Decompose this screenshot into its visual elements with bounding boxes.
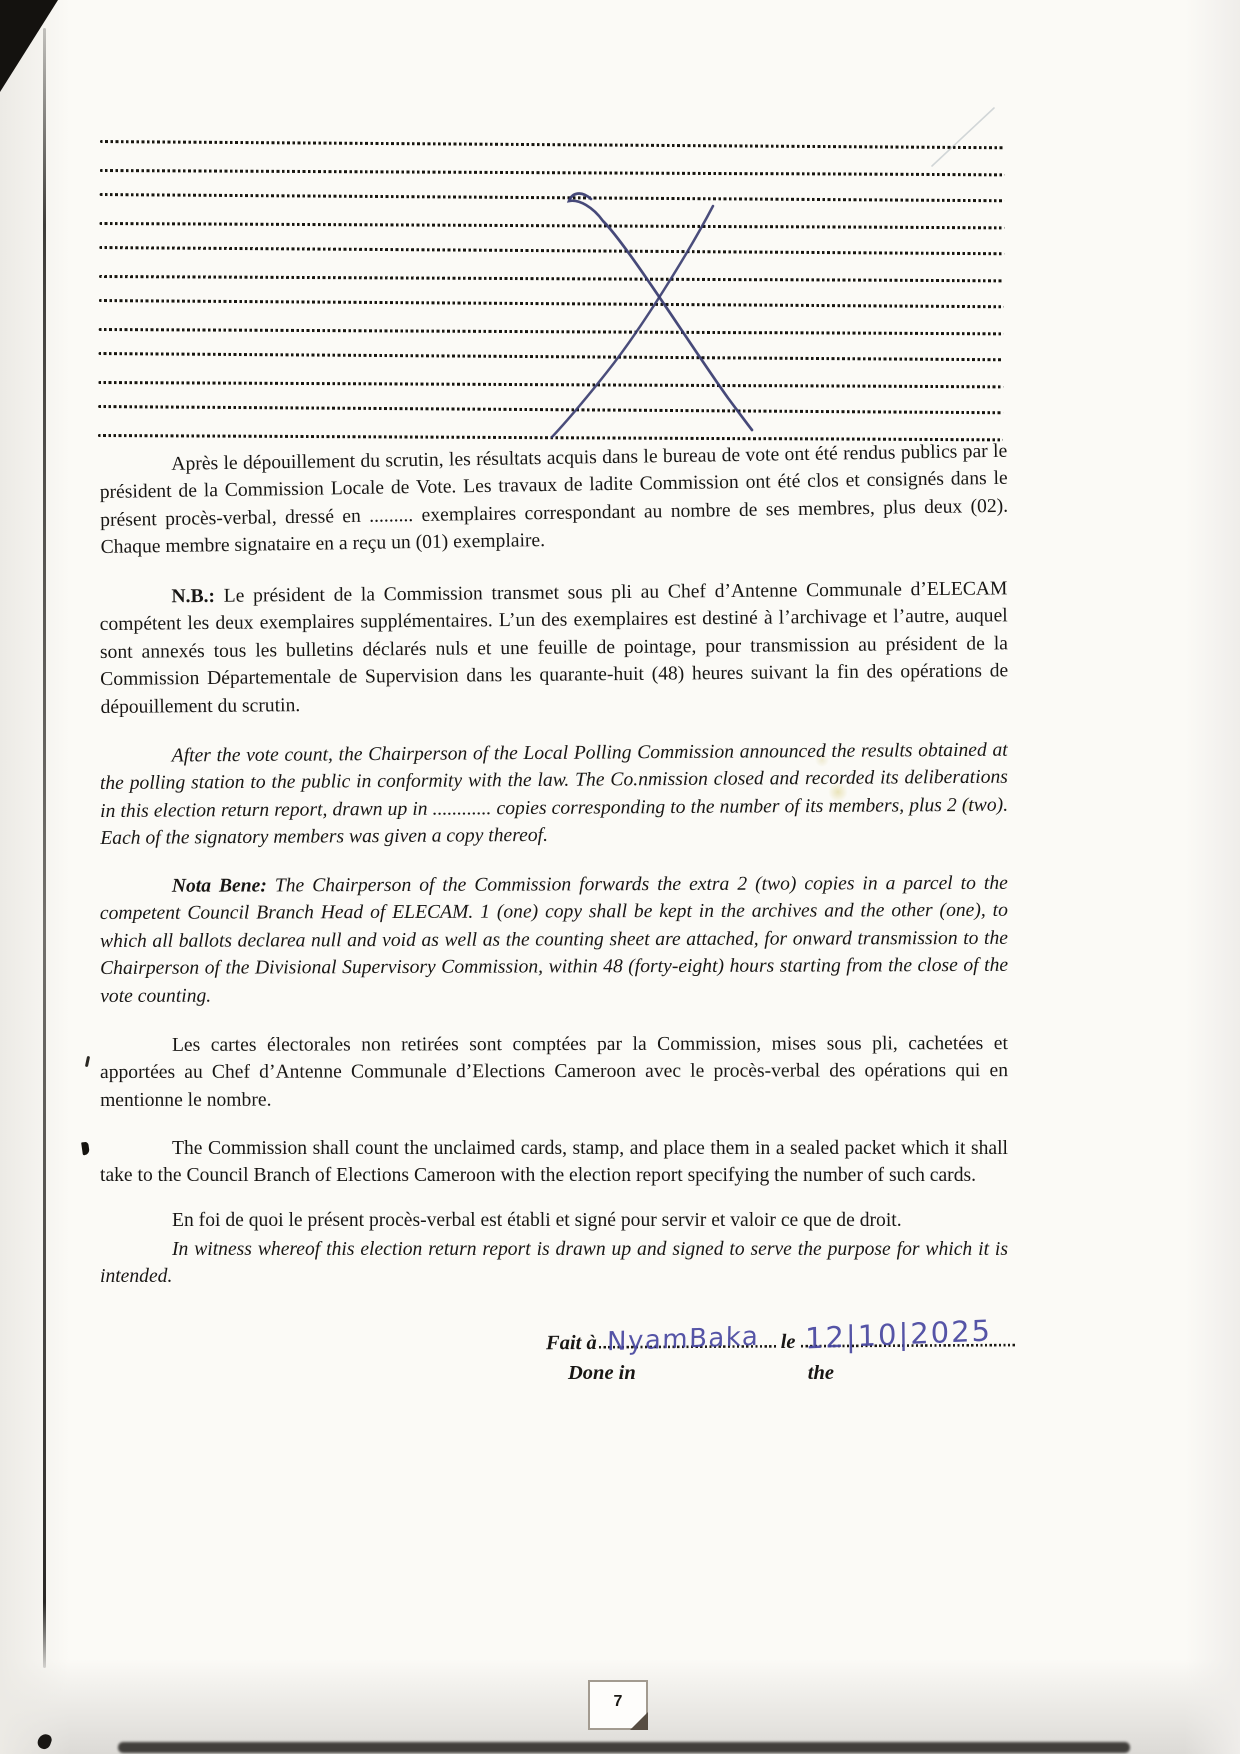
- scan-bottom-shadow: [118, 1742, 1130, 1753]
- le-label: le: [780, 1330, 796, 1353]
- page-number-box: [588, 1680, 648, 1730]
- margin-ink-mark: [85, 1056, 90, 1067]
- dotted-line: [98, 380, 1003, 387]
- handwritten-place: NyamBaka: [606, 1321, 760, 1358]
- document-body-text: [99, 440, 1009, 1291]
- nota-bene-body: The Chairperson of the Commission forwards the extra 2 (two) copies in a parcel to the competent Council Branch Head of ELECAM. 1 (one) copy shall be kept in the archives and the other (one), to which all ballots declarea null and void as well as the counting sheet are attached, for onward transmission to the Chairperson of the Divisional Supervisory Commission, within 48 (forty-eight) hours starting from the close of the vote counting.: [99, 873, 1009, 1007]
- done-in-label: Done in: [568, 1362, 636, 1384]
- book-spine-crease: [43, 28, 46, 1668]
- paragraph-fr-results: Après le dépouillement du scrutin, les résultats acquis dans le bureau de vote ont été rendus publics par le président de la Commission Locale de Vote. Les travaux de ladite Commission ont été clos et consignés dans le présent procès-verbal, dressé en ......... exemplaires correspondant au nombre de ses membres, plus deux (02). Chaque membre signataire en a reçu un (01) exemplaire.: [99, 440, 1009, 559]
- paragraph-en-witness: In witness whereof this election return report is drawn up and signed to serve the purpose for which it is intended.: [100, 1238, 1008, 1288]
- paragraph-en-results: After the vote count, the Chairperson of the Local Polling Commission announced the results obtained at the polling station to the public in conformity with the law. The Co.nmission closed and recorded its deliberations in this election return report, drawn up in ............ copies corresponding to the number of its members, plus 2 (two). Each of the signatory members was given a copy thereof.: [99, 739, 1009, 849]
- dotted-line: [99, 246, 1004, 255]
- dotted-line: [100, 140, 1005, 149]
- page-number: 7: [613, 1693, 623, 1710]
- dotted-line: [98, 405, 1003, 414]
- dotted-line: [100, 193, 1005, 202]
- dotted-line: [99, 221, 1004, 228]
- page-box-dogear: [630, 1712, 648, 1730]
- paragraph-en-cards: The Commission shall count the unclaimed cards, stamp, and place them in a sealed packet which it shall take to the Council Branch of Elections Cameroon with the election report specifying the number of such cards.: [100, 1137, 1008, 1186]
- nota-bene-label: Nota Bene:: [171, 875, 267, 898]
- nb-body: Le président de la Commission transmet sous pli au Chef d’Antenne Communale d’ELECAM compétent les deux exemplaires supplémentaires. L’un des exemplaires est destiné à l’archivage et l’autre, auquel sont annexés tous les bulletins déclarés nuls et une feuille de pointage, pour transmission au président de la Commission Départementale de Supervision dans les quarante-huit (48) heures suivant la fin des opérations de dépouillement du scrutin.: [99, 577, 1009, 718]
- dotted-line: [99, 299, 1004, 308]
- place-dotted-leader: [599, 1321, 777, 1358]
- the-label: the: [807, 1362, 834, 1384]
- dotted-line: [100, 168, 1005, 175]
- paragraph-fr-cards: Les cartes électorales non retirées sont comptées par la Commission, mises sous pli, cachetées et apportées au Chef d’Antenne Communale d’Elections Cameroon avec le procès-verbal des opérations qui en mentionne le nombre.: [99, 1033, 1009, 1112]
- date-dotted-leader: [800, 1313, 1014, 1356]
- fait-a-label: Fait à: [545, 1331, 597, 1355]
- place-date-signature-row: [545, 1313, 1015, 1363]
- scan-corner-artifact: [0, 0, 58, 92]
- dotted-line: [99, 274, 1004, 281]
- done-in-translation-row: [568, 1362, 834, 1385]
- spine-ink-blot: [36, 1732, 53, 1751]
- handwritten-date: 12|10|2025: [804, 1313, 992, 1356]
- dotted-write-in-lines: [98, 140, 1005, 464]
- dotted-line: [98, 352, 1003, 361]
- paragraph-en-nota-bene: [100, 870, 1008, 1010]
- dotted-line: [99, 327, 1004, 334]
- paragraph-fr-witness: En foi de quoi le présent procès-verbal est établi et signé pour servir et valoir ce que de droit.: [172, 1210, 902, 1232]
- paragraph-fr-nb: [99, 575, 1008, 721]
- nb-label: N.B.:: [171, 585, 216, 607]
- margin-ink-mark: [81, 1142, 90, 1156]
